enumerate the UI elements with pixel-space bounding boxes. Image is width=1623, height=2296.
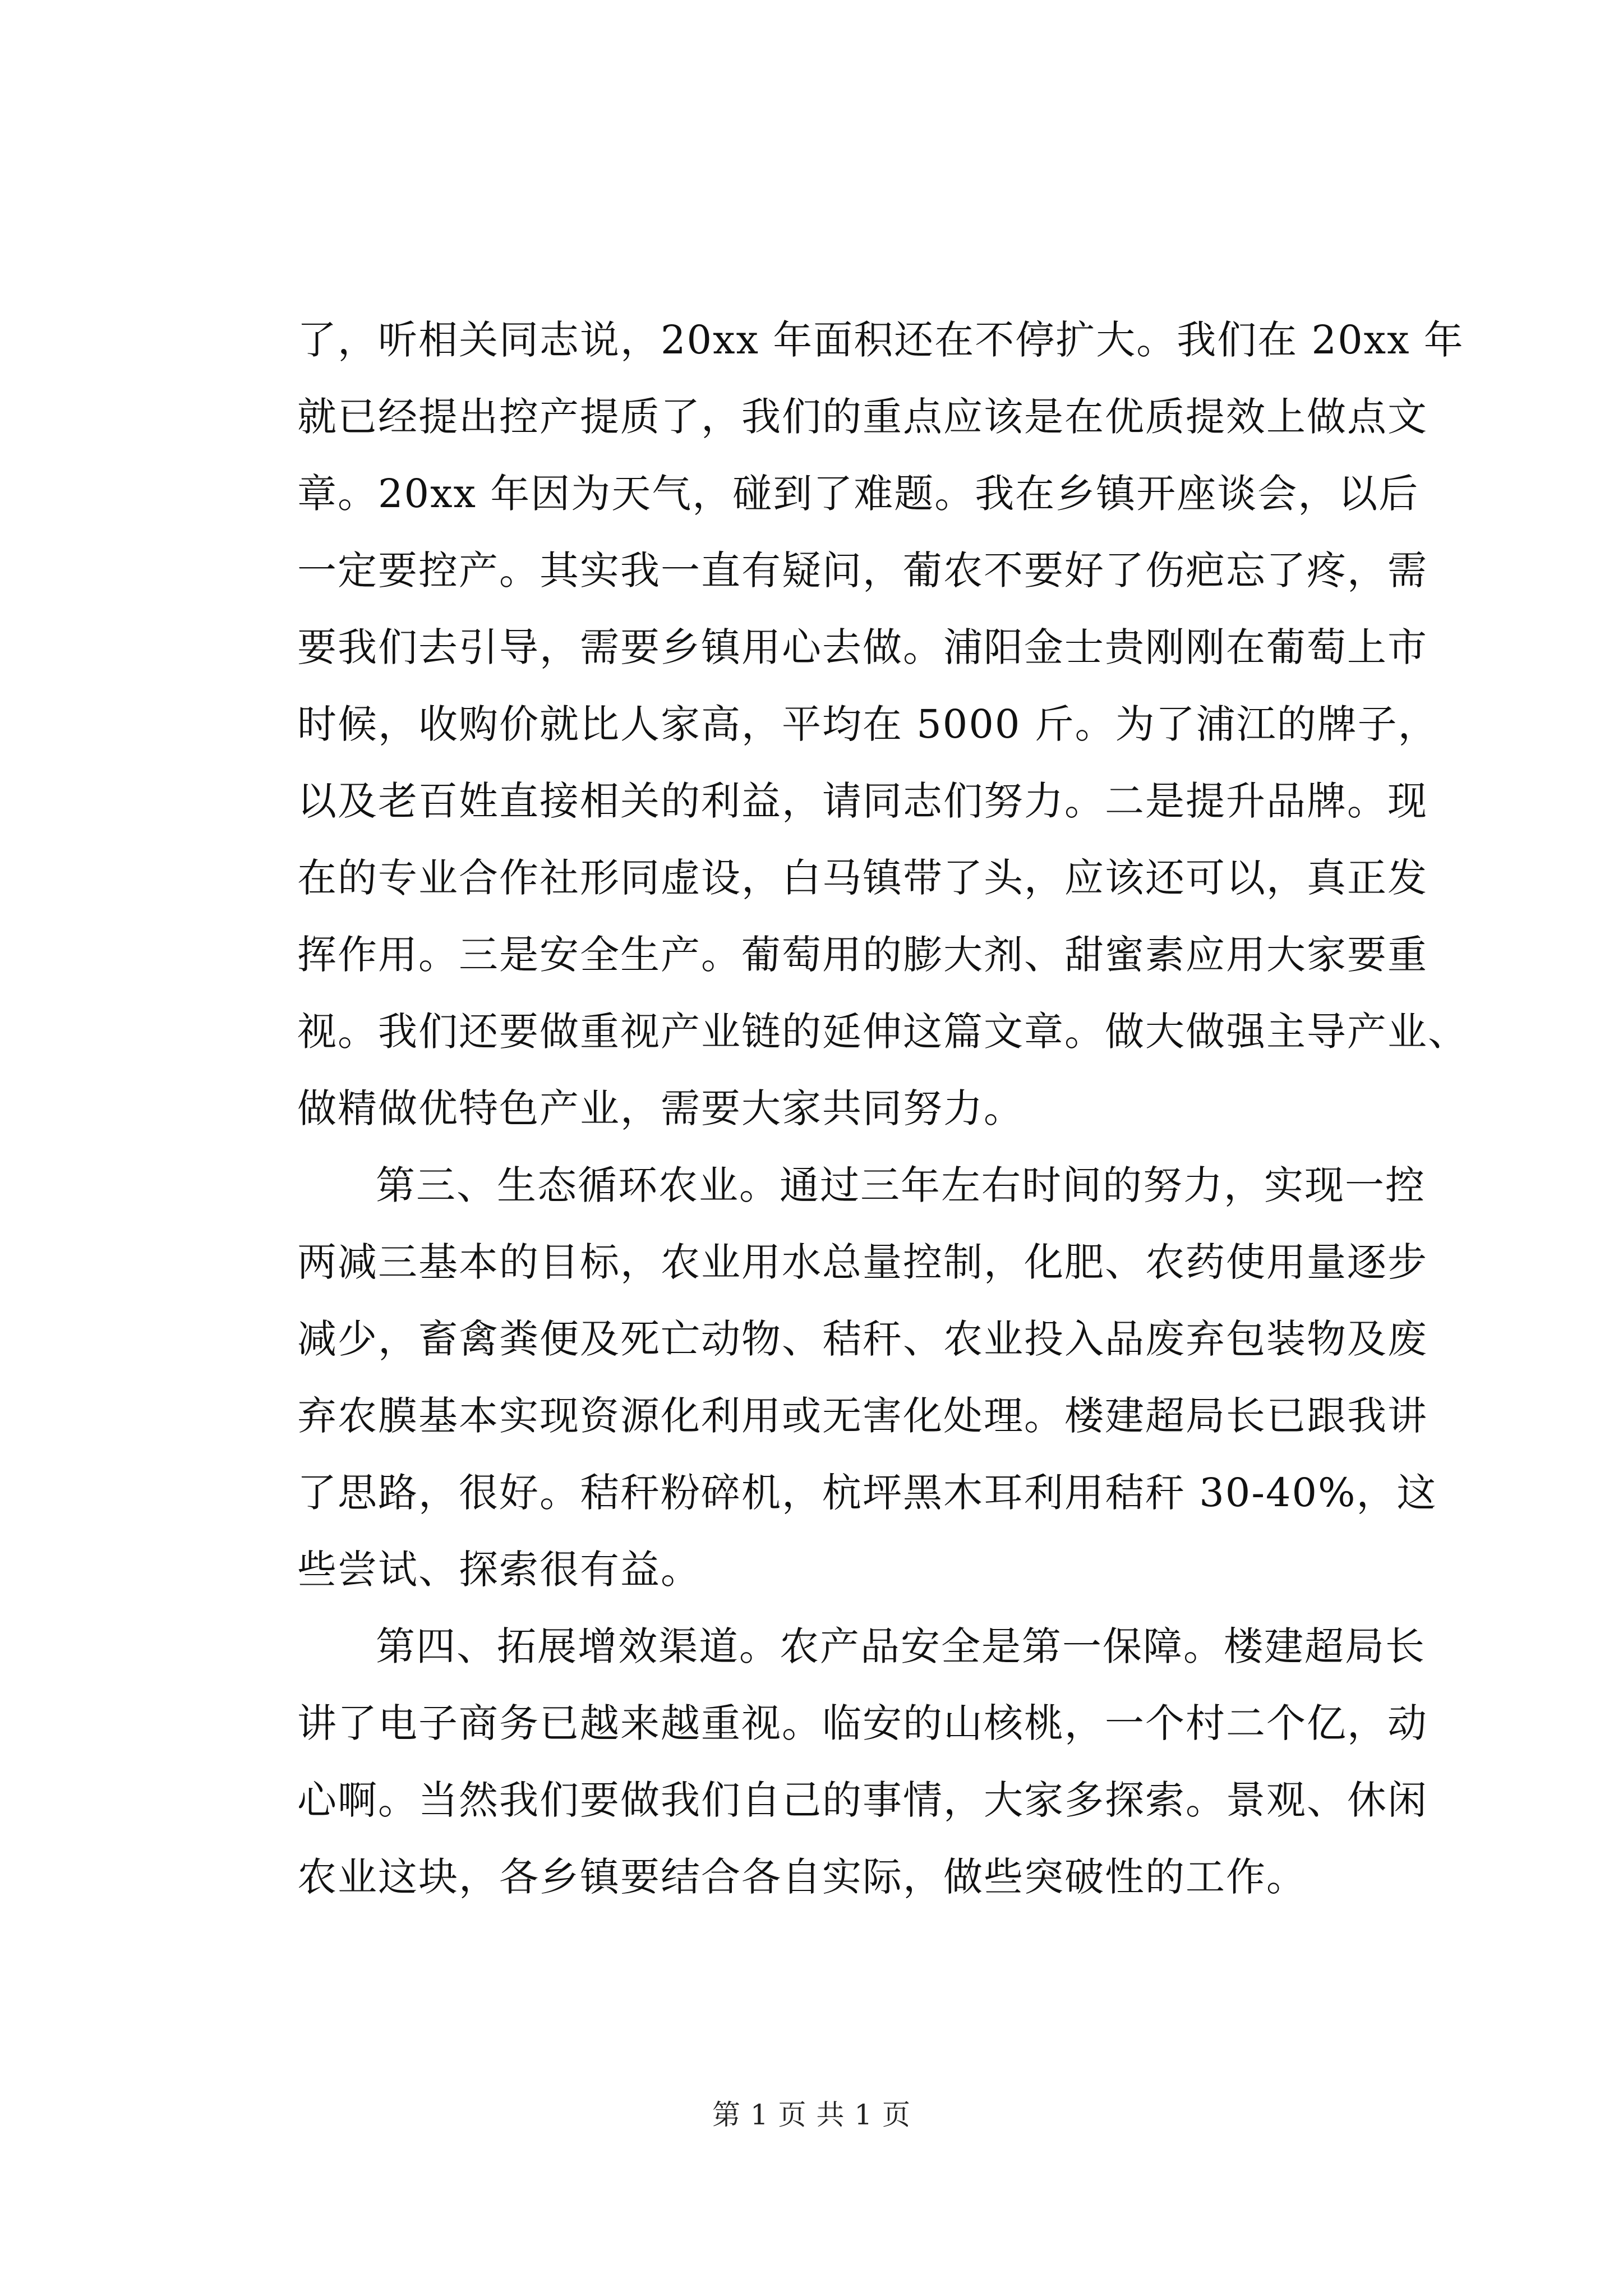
text-line: 心啊。当然我们要做我们自己的事情，大家多探索。景观、休闲 (297, 1777, 1428, 1823)
text-line: 些尝试、探索很有益。 (297, 1547, 701, 1593)
text-line: 两减三基本的目标，农业用水总量控制，化肥、农药使用量逐步 (297, 1239, 1428, 1285)
page-footer: 第 1 页 共 1 页 (712, 2099, 911, 2131)
text-line: 一定要控产。其实我一直有疑问，葡农不要好了伤疤忘了疼，需 (297, 547, 1428, 593)
text-line: 挥作用。三是安全生产。葡萄用的膨大剂、甜蜜素应用大家要重 (297, 932, 1428, 978)
text-line: 在的专业合作社形同虚设，白马镇带了头，应该还可以，真正发 (297, 855, 1428, 901)
text-line: 要我们去引导，需要乡镇用心去做。浦阳金士贵刚刚在葡萄上市 (297, 624, 1428, 670)
text-line: 第三、生态循环农业。通过三年左右时间的努力，实现一控 (376, 1162, 1426, 1208)
text-line: 章。20xx 年因为天气，碰到了难题。我在乡镇开座谈会，以后 (297, 471, 1419, 517)
text-line: 做精做优特色产业，需要大家共同努力。 (297, 1085, 1024, 1131)
text-line: 就已经提出控产提质了，我们的重点应该是在优质提效上做点文 (297, 394, 1428, 440)
document-body (297, 302, 1468, 1916)
text-line: 讲了电子商务已越来越重视。临安的山核桃，一个村二个亿，动 (297, 1700, 1428, 1746)
text-line: 时候，收购价就比人家高，平均在 5000 斤。为了浦江的牌子， (297, 701, 1438, 747)
text-line: 农业这块，各乡镇要结合各自实际，做些突破性的工作。 (297, 1854, 1307, 1900)
text-line: 视。我们还要做重视产业链的延伸这篇文章。做大做强主导产业、 (297, 1009, 1468, 1055)
text-line: 了思路，很好。秸秆粉碎机，杭坪黑木耳利用秸秆 30-40%，这 (297, 1470, 1437, 1516)
text-line: 以及老百姓直接相关的利益，请同志们努力。二是提升品牌。现 (297, 778, 1428, 824)
text-line: 减少，畜禽粪便及死亡动物、秸秆、农业投入品废弃包装物及废 (297, 1316, 1428, 1362)
text-line: 第四、拓展增效渠道。农产品安全是第一保障。楼建超局长 (376, 1623, 1426, 1669)
text-line: 了，听相关同志说，20xx 年面积还在不停扩大。我们在 20xx 年 (297, 317, 1464, 363)
paragraph-1 (297, 302, 1468, 1147)
paragraph-3 (297, 1608, 1428, 1916)
text-line: 弃农膜基本实现资源化利用或无害化处理。楼建超局长已跟我讲 (297, 1393, 1428, 1439)
paragraph-2 (297, 1147, 1437, 1608)
